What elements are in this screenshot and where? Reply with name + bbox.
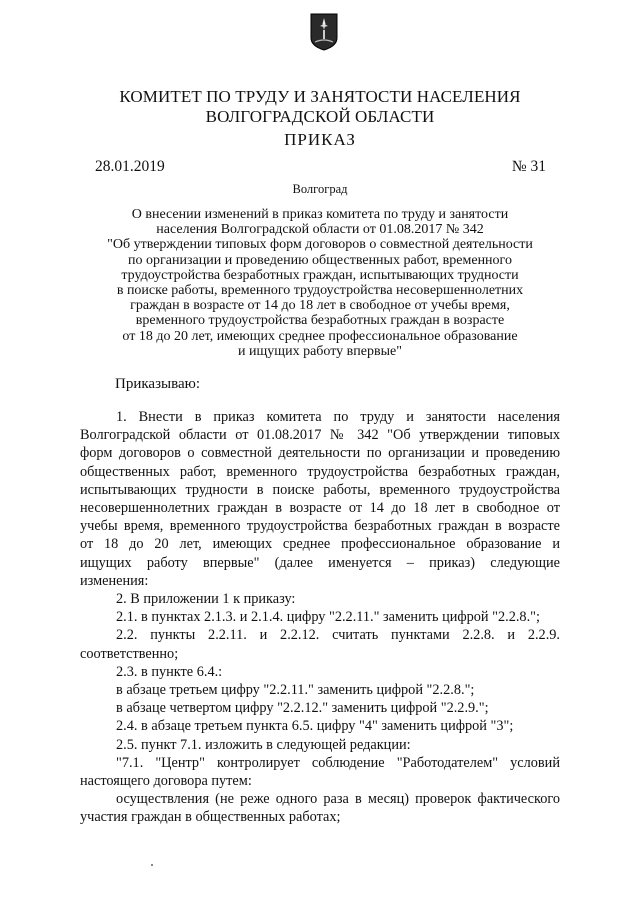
subject-line: от 18 до 20 лет, имеющих среднее профессиональное образование [122, 328, 518, 344]
organization-name [0, 87, 640, 127]
scan-speck [151, 864, 153, 866]
paragraph-last: осуществления (не реже одного раза в месяц) проверок фактического [116, 791, 560, 808]
document-type: ПРИКАЗ [284, 130, 356, 149]
paragraph-1-line: Волгоградской области от 01.08.2017 № 342 "Об утверждении типовых [80, 427, 560, 444]
paragraph-1-line: форм договоров о совместной деятельности по организации и проведению [80, 445, 560, 462]
paragraph-7-1-cont: настоящего договора путем: [80, 773, 252, 790]
paragraph-1-line: несовершеннолетних граждан в возрасте от 14 до 18 лет в свободное от [80, 500, 560, 517]
paragraph-1-line: ищущих работу впервые" (далее именуется – приказ) следующие [80, 554, 560, 571]
paragraph-2-3-a: в абзаце третьем цифру "2.2.11." заменить цифрой "2.2.8."; [116, 682, 475, 699]
paragraph-1-line: учебы время, временного трудоустройства безработных граждан в возрасте [80, 518, 560, 535]
org-line-1: КОМИТЕТ ПО ТРУДУ И ЗАНЯТОСТИ НАСЕЛЕНИЯ [119, 87, 521, 106]
subject-line: населения Волгоградской области от 01.08.2017 № 342 [156, 222, 484, 238]
paragraph-2-4: 2.4. в абзаце третьем пункта 6.5. цифру "4" заменить цифрой "3"; [116, 718, 514, 735]
paragraph-1-line: от 18 до 20 лет, имеющих среднее профессиональное образование и [80, 536, 560, 553]
paragraph-2-3-b: в абзаце четвертом цифру "2.2.12." заменить цифрой "2.2.9."; [116, 700, 489, 717]
document-body [80, 408, 560, 827]
document-number: № 31 [511, 158, 546, 175]
paragraph-1-line: изменения: [80, 572, 149, 589]
subject-line: трудоустройства безработных граждан, испытывающих трудности [121, 267, 519, 283]
paragraph-1-line: 1. Внести в приказ комитета по труду и занятости населения [116, 409, 560, 425]
paragraph-7-1: "7.1. "Центр" контролирует соблюдение "Работодателем" условий [116, 754, 560, 771]
paragraph-2-1: 2.1. в пунктах 2.1.3. и 2.1.4. цифру "2.2.11." заменить цифрой "2.2.8."; [116, 609, 540, 626]
paragraph-1-line: общественных работ, временного трудоустройства безработных граждан, [80, 463, 560, 480]
subject-line: О внесении изменений в приказ комитета по труду и занятости [131, 207, 509, 222]
subject-line: граждан в возрасте от 14 до 18 лет в свободное от учебы время, [130, 298, 510, 314]
org-line-2: ВОЛГОГРАДСКОЙ ОБЛАСТИ [205, 107, 435, 126]
paragraph-1-line: испытывающих трудности в поиске работы, временного трудоустройства [80, 481, 560, 498]
paragraph-2-3: 2.3. в пункте 6.4.: [116, 663, 223, 680]
document-subject [95, 207, 545, 359]
order-word: Приказываю: [115, 376, 200, 392]
paragraph-2-5: 2.5. пункт 7.1. изложить в следующей редакции: [116, 736, 411, 753]
subject-line: временного трудоустройства безработных граждан в возрасте [135, 313, 505, 329]
document-city: Волгоград [292, 182, 348, 196]
paragraph-2: 2. В приложении 1 к приказу: [116, 591, 296, 608]
coat-of-arms-icon [309, 12, 339, 52]
document-date: 28.01.2019 [95, 158, 165, 175]
paragraph-last-cont: участия граждан в общественных работах; [80, 809, 341, 826]
subject-line: в поиске работы, временного трудоустройства несовершеннолетних [116, 283, 524, 299]
subject-line: "Об утверждении типовых форм договоров о совместной деятельности [107, 237, 533, 253]
subject-line: по организации и проведению общественных работ, временного [128, 252, 512, 268]
paragraph-2-2: 2.2. пункты 2.2.11. и 2.2.12. считать пунктами 2.2.8. и 2.2.9. [116, 627, 560, 644]
subject-line: и ищущих работу впервые" [238, 343, 402, 359]
paragraph-2-2-cont: соответственно; [80, 645, 179, 662]
